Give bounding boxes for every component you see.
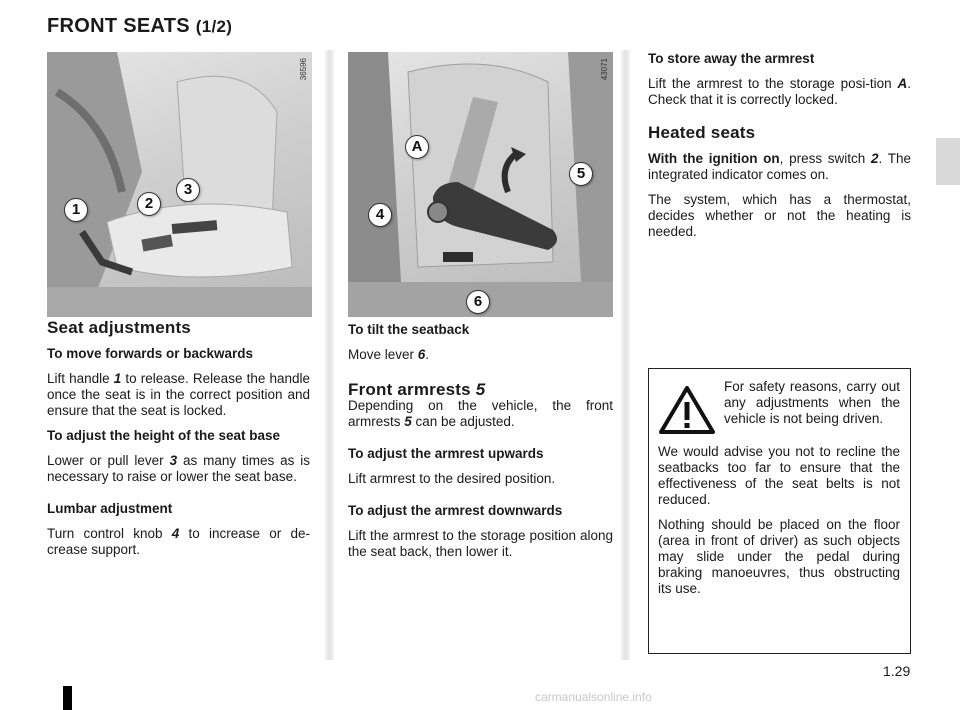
title-sub: (1/2) [195,17,233,36]
callout-2: 2 [137,192,161,216]
section-heading: Seat adjustments [47,318,191,337]
paragraph-store: Lift the armrest to the storage posi-tion A. Check that it is correctly locked. [648,76,911,107]
subheading-store: To store away the armrest [648,51,815,66]
callout-1: 1 [64,198,88,222]
subheading-downwards: To adjust the armrest downwards [348,503,563,518]
callout-a: A [405,135,429,159]
warning-paragraph-2: We would advise you not to recline the seatbacks too far to ensure that the effectiveness of the seat belts is not reduced. [658,444,900,507]
paragraph-height: Lower or pull lever 3 as many times as is necessary to raise or lower the seat base. [47,453,310,484]
subheading-height: To adjust the height of the seat base [47,428,281,443]
callout-6: 6 [466,290,490,314]
seat-adjustments-section [47,320,310,567]
column-divider-left [325,50,334,660]
callout-5: 5 [569,162,593,186]
figure-ref-number: 43071 [600,58,609,81]
title-main: FRONT SEATS [47,15,190,37]
seat-adjustment-photo [47,52,312,317]
warning-triangle-icon [658,385,716,435]
subheading-upwards: To adjust the armrest upwards [348,446,544,461]
paragraph-upwards: Lift armrest to the desired position. [348,471,556,486]
watermark: carmanualsonline.info [535,690,652,704]
safety-warning-box [648,368,911,654]
paragraph-thermostat: The system, which has a thermostat, decides whether or not the heating is needed. [648,192,911,239]
subheading-tilt: To tilt the seatback [348,322,470,337]
paragraph-lumbar: Turn control knob 4 to increase or de-crease support. [47,526,310,557]
corner-mark [63,686,72,710]
paragraph-tilt: Move lever 6. [348,347,430,362]
page-title [47,15,232,38]
page-number: 1.29 [883,663,911,679]
figure-ref-number: 36596 [299,58,308,81]
column-divider-right [621,50,630,660]
subheading-lumbar: Lumbar adjustment [47,501,173,516]
paragraph-armrest-intro: Depending on the vehicle, the front armrests 5 can be adjusted. [348,398,613,429]
storage-heated-section [648,51,911,249]
armrests-heading: Front armrests 5 [348,380,486,399]
paragraph-forwards: Lift handle 1 to release. Release the handle once the seat is in the correct position and ensure that the seat is locked. [47,371,310,418]
armrest-photo [348,52,613,317]
callout-3: 3 [176,178,200,202]
warning-paragraph-3: Nothing should be placed on the floor (area in front of driver) as such objects may slide under the pedal during braking manoeuvres, thus obstructing its use. [658,517,900,596]
chapter-tab-marker [936,138,960,185]
subheading-forwards: To move forwards or backwards [47,346,254,361]
paragraph-downwards: Lift the armrest to the storage position along the seat back, then lower it. [348,528,613,559]
callout-4: 4 [368,203,392,227]
heated-seats-heading: Heated seats [648,123,756,142]
paragraph-heated: With the ignition on, press switch 2. The integrated indicator comes on. [648,151,911,182]
armrest-illustration [348,52,613,317]
warning-paragraph-1: For safety reasons, carry out any adjustments when the vehicle is not being driven. [724,379,900,426]
armrest-section [348,322,613,569]
